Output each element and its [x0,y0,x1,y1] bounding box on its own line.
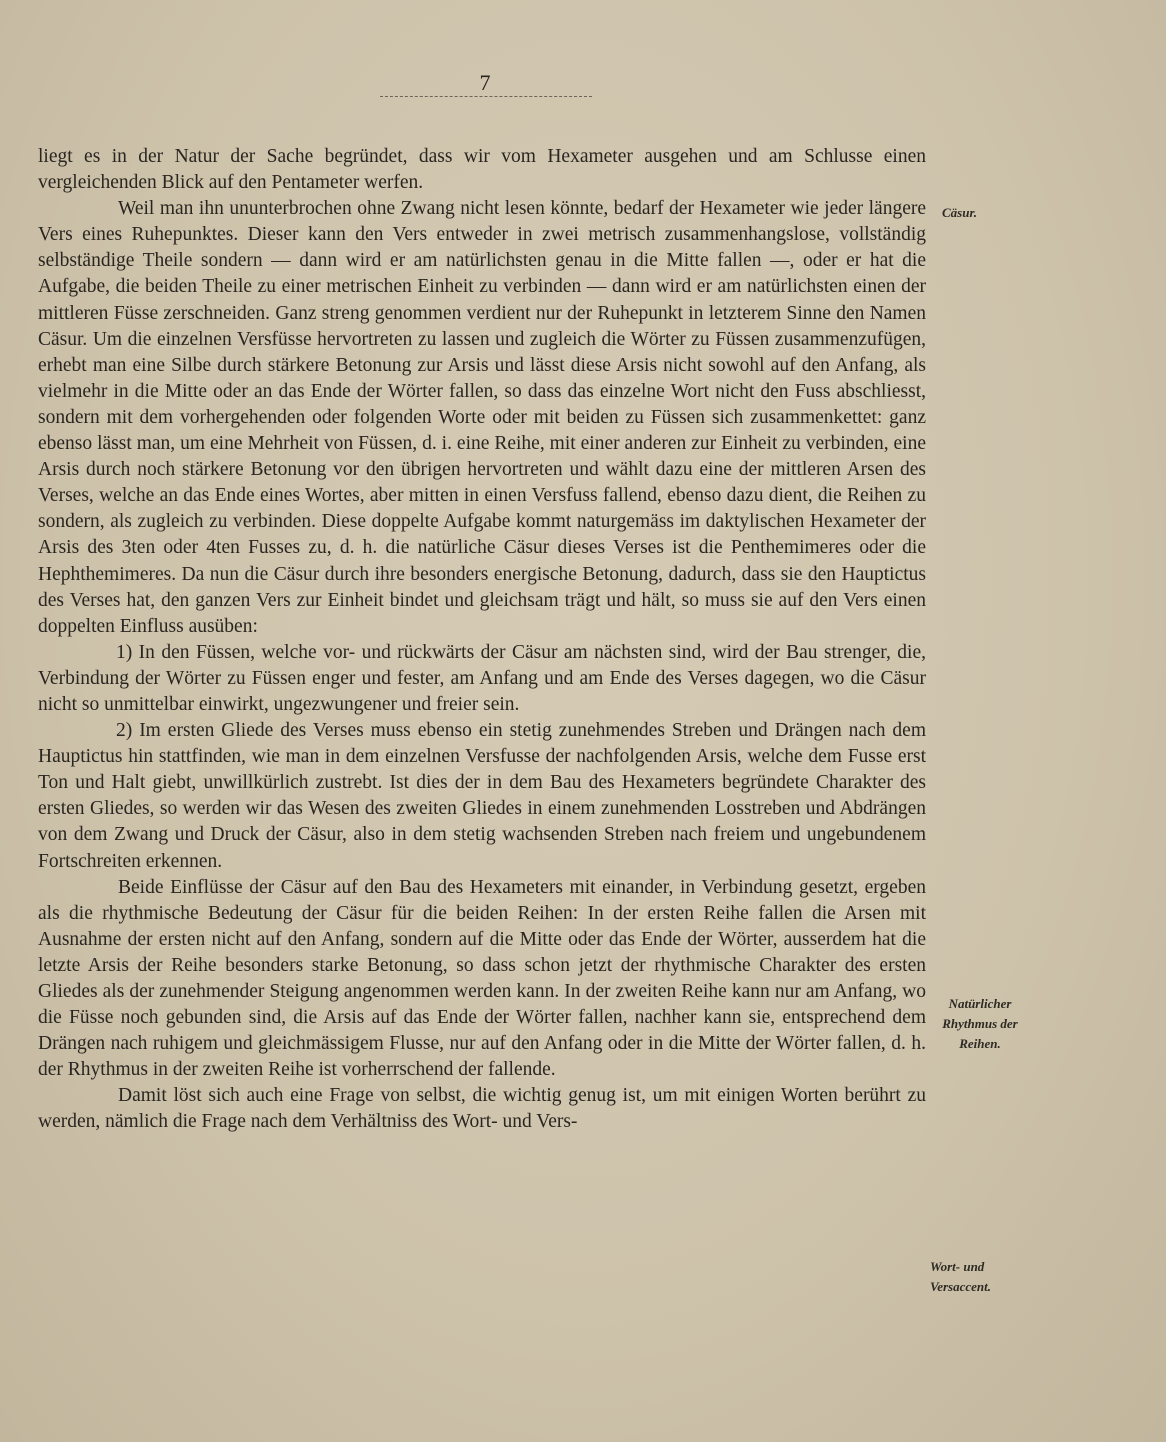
margin-note-rhythm-line: Reihen. [959,1036,1001,1051]
paragraph-intro: liegt es in der Natur der Sache begründet, dass wir vom Hexameter ausgehen und am Schlusse einen vergleichenden Blick auf den Pentameter werfen. [38,146,926,194]
margin-note-accent [930,1257,1020,1297]
margin-note-caesur [942,203,977,223]
margin-note-accent-line: Wort- und [930,1259,985,1274]
page-number: 7 [479,70,491,95]
header-ornament-rule [380,96,592,103]
margin-note-accent-line: Versaccent. [930,1279,992,1294]
margin-note-rhythm [930,994,1030,1054]
margin-note-rhythm-line: Rhythmus der [942,1016,1018,1031]
paragraph-accent: Damit löst sich auch eine Frage von selbst, die wichtig genug ist, um mit einigen Worten berührt zu werden, nämlich die Frage nach dem Verhältniss des Wort- und Vers- [38,1085,926,1133]
paragraph-caesur: Weil man ihn ununterbrochen ohne Zwang nicht lesen könnte, bedarf der Hexameter wie jeder längere Vers eines Ruhepunktes. Dieser kann den Vers entweder in zwei metrisch zusammenhangslose, vollständig selbständige Theile sondern — dann wird er am natürlichsten genau in die Mitte fallen —, oder er hat die Aufgabe, die beiden Theile zu einer metrischen Einheit zu verbinden — dann wird er am natürlichsten einen der mittleren Füsse zerschneiden. Ganz streng genommen verdient nur der Ruhepunkt in letzterem Sinne den Namen Cäsur. Um die einzelnen Versfüsse hervortreten zu lassen und zugleich die Wörter zu Füssen zusammenzufügen, erhebt man eine Silbe durch stärkere Betonung zur Arsis und lässt diese Arsis nicht sowohl auf den Anfang, als vielmehr in die Mitte oder an das Ende der Wörter fallen, so dass das einzelne Wort nicht den Fuss abschliesst, sondern mit dem vorhergehenden oder folgenden Worte oder mit beiden zu Füssen sich zusammenkettet: ganz ebenso lässt man, um eine Mehrheit von Füssen, d. i. eine Reihe, mit einer anderen zur Einheit zu verbinden, eine Arsis durch noch stärkere Betonung vor den übrigen hervortreten und wählt dazu eine der mittleren Arsen des Verses, welche an das Ende eines Wortes, aber mitten in einen Versfuss fallend, ebenso dazu dient, die Reihen zu sondern, als zugleich zu verbinden. Diese doppelte Aufgabe kommt naturgemäss im daktylischen Hexameter der Arsis des 3ten oder 4ten Fusses zu, d. h. die natürliche Cäsur dieses Verses ist die Penthemimeres oder die Hephthemimeres. Da nun die Cäsur durch ihre besonders energische Betonung, dadurch, dass sie den Hauptictus des Verses hat, den ganzen Vers zur Einheit bindet und gleichsam trägt und hält, so muss sie auf den Vers einen doppelten Einfluss ausüben: [38,198,926,637]
body-text [38,144,926,1136]
margin-note-caesur-text: Cäsur. [942,205,978,220]
paragraph-item-2: 2) Im ersten Gliede des Verses muss ebenso ein stetig zunehmendes Streben und Drängen nach dem Hauptictus hin stattfinden, wie man in dem einzelnen Versfusse der nachfolgenden Arsis, welche dem Fusse erst Ton und Halt giebt, unwillkürlich zustrebt. Ist dies der in dem Bau des Hexameters begründete Charakter des ersten Gliedes, so werden wir das Wesen des zweiten Gliedes in einem zunehmenden Losstreben und Abdrängen von dem Zwang und Druck der Cäsur, also in dem stetig wachsenden Streben nach freiem und ungebundenem Fortschreiten erkennen. [38,720,926,872]
paragraph-rhythm: Beide Einflüsse der Cäsur auf den Bau des Hexameters mit einander, in Verbindung gesetzt, ergeben als die rhythmische Bedeutung der Cäsur für die beiden Reihen: In der ersten Reihe fallen die Arsen mit Ausnahme der ersten nicht auf den Anfang, sondern auf die Mitte oder das Ende der Wörter, ausserdem hat die letzte Arsis der Reihe besonders starke Betonung, so dass schon jetzt der rhythmische Charakter des ersten Gliedes als der zunehmender Steigung angenommen werden kann. In der zweiten Reihe kann nur am Anfang, wo die Füsse noch gebunden sind, die Arsis auf das Ende der Wörter fallen, nachher kann sie, entsprechend dem Drängen nach ruhigem und gleichmässigem Flusse, nur auf den Anfang oder in die Mitte der Wörter fallen, d. h. der Rhythmus in der zweiten Reihe ist vorherrschend der fallende. [38,876,926,1081]
paragraph-item-1: 1) In den Füssen, welche vor- und rückwärts der Cäsur am nächsten sind, wird der Bau strenger, die, Verbindung der Wörter zu Füssen enger und fester, am Anfang und am Ende des Verses dagegen, wo die Cäsur nicht so unmittelbar einwirkt, ungezwungener und freier sein. [38,641,926,715]
margin-note-rhythm-line: Natürlicher [948,996,1012,1011]
